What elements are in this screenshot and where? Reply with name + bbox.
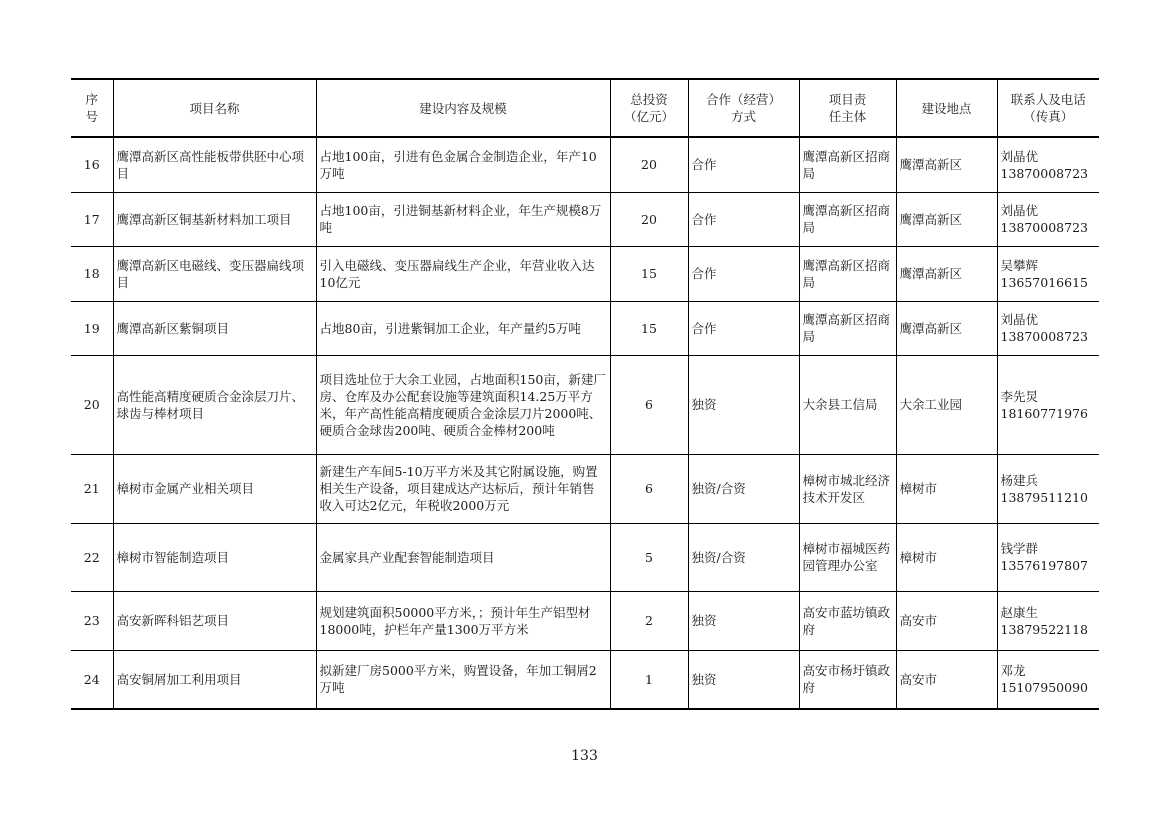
header-mode-line: 合作（经营） [705, 92, 781, 107]
header-location [896, 79, 997, 137]
content-cell: 占地100亩，引进铜基新材料企业，年生产规模8万吨 [316, 192, 610, 246]
row-number: 16 [71, 137, 113, 192]
location-cell: 樟树市 [896, 523, 997, 591]
location-cell: 鹰潭高新区 [896, 192, 997, 246]
table-row [71, 137, 1099, 192]
owner-cell: 大余县工信局 [799, 355, 896, 454]
contact-cell [997, 454, 1099, 523]
mode-cell: 合作 [688, 137, 799, 192]
row-number: 22 [71, 523, 113, 591]
header-investment-line: （亿元） [623, 109, 674, 124]
mode-cell: 独资 [688, 355, 799, 454]
project-table [71, 78, 1099, 710]
header-location-line: 建设地点 [921, 100, 972, 116]
mode-cell: 合作 [688, 246, 799, 301]
table-header-row [71, 79, 1099, 137]
mode-cell: 独资/合资 [688, 454, 799, 523]
header-owner-line: 任主体 [828, 109, 867, 124]
contact-name: 吴攀辉 [1000, 257, 1039, 273]
header-mode-line: 方式 [730, 109, 756, 124]
row-number: 17 [71, 192, 113, 246]
investment-cell: 15 [610, 301, 688, 355]
project-name-cell: 鹰潭高新区紫铜项目 [113, 301, 316, 355]
content-cell: 金属家具产业配套智能制造项目 [316, 523, 610, 591]
contact-name: 杨建兵 [1000, 472, 1039, 488]
row-number: 23 [71, 591, 113, 650]
content-cell: 拟新建厂房5000平方米，购置设备，年加工铜屑2万吨 [316, 650, 610, 709]
owner-cell: 鹰潭高新区招商局 [799, 192, 896, 246]
header-content-line: 建设内容及规模 [419, 100, 507, 116]
table-body [71, 137, 1099, 709]
owner-cell: 高安市蓝坊镇政府 [799, 591, 896, 650]
contact-name: 邓龙 [1000, 663, 1026, 679]
project-name-cell: 高安铜屑加工利用项目 [113, 650, 316, 709]
header-owner-line: 项目责 [828, 92, 867, 107]
project-name-cell: 樟树市智能制造项目 [113, 523, 316, 591]
content-cell: 占地100亩，引进有色金属合金制造企业，年产10万吨 [316, 137, 610, 192]
contact-phone: 13870008723 [1000, 220, 1088, 235]
contact-phone: 13576197807 [1000, 558, 1088, 573]
contact-name: 刘晶优 [1000, 148, 1039, 164]
investment-cell: 20 [610, 137, 688, 192]
project-name-cell: 鹰潭高新区电磁线、变压器扁线项目 [113, 246, 316, 301]
table-row [71, 650, 1099, 709]
owner-cell: 鹰潭高新区招商局 [799, 137, 896, 192]
content-cell: 新建生产车间5-10万平方米及其它附属设施，购置相关生产设备，项目建成达产达标后，预计年销售收入可达2亿元，年税收2000万元 [316, 454, 610, 523]
contact-phone: 13870008723 [1000, 165, 1088, 181]
project-name-cell: 高性能高精度硬质合金涂层刀片、球齿与棒材项目 [113, 355, 316, 454]
page-number: 133 [571, 748, 598, 764]
table-row [71, 591, 1099, 650]
project-name-cell: 高安新晖科铝艺项目 [113, 591, 316, 650]
row-number: 18 [71, 246, 113, 301]
content-cell: 引入电磁线、变压器扁线生产企业，年营业收入达10亿元 [316, 246, 610, 301]
mode-cell: 独资 [688, 591, 799, 650]
mode-cell: 合作 [688, 301, 799, 355]
contact-name: 刘晶优 [1000, 203, 1039, 218]
header-no-line: 序 [85, 92, 98, 107]
owner-cell: 鹰潭高新区招商局 [799, 246, 896, 301]
investment-cell: 1 [610, 650, 688, 709]
row-number: 24 [71, 650, 113, 709]
contact-phone: 13870008723 [1000, 329, 1088, 344]
contact-cell [997, 591, 1099, 650]
owner-cell: 鹰潭高新区招商局 [799, 301, 896, 355]
investment-cell: 6 [610, 454, 688, 523]
location-cell: 高安市 [896, 591, 997, 650]
contact-cell [997, 246, 1099, 301]
contact-phone: 13879511210 [1000, 489, 1088, 505]
investment-cell: 6 [610, 355, 688, 454]
project-name-cell: 鹰潭高新区高性能板带供胚中心项目 [113, 137, 316, 192]
header-no-line: 号 [85, 109, 98, 124]
investment-cell: 20 [610, 192, 688, 246]
contact-name: 钱学群 [1000, 541, 1039, 556]
content-cell: 项目选址位于大余工业园，占地面积150亩，新建厂房、仓库及办公配套设施等建筑面积14.25万平方米，年产高性能高精度硬质合金涂层刀片2000吨、硬质合金球齿200吨、硬质合金棒材200吨 [316, 355, 610, 454]
table-row [71, 301, 1099, 355]
contact-cell [997, 355, 1099, 454]
contact-name: 刘晶优 [1000, 312, 1039, 327]
table-row [71, 192, 1099, 246]
content-cell: 规划建筑面积50000平方米，；预计年生产铝型材18000吨，护栏年产量1300万平方米 [316, 591, 610, 650]
location-cell: 鹰潭高新区 [896, 301, 997, 355]
header-contact-line: （传真） [1023, 109, 1074, 124]
contact-cell [997, 137, 1099, 192]
header-content [316, 79, 610, 137]
contact-cell [997, 301, 1099, 355]
content-cell: 占地80亩，引进紫铜加工企业，年产量约5万吨 [316, 301, 610, 355]
header-contact [997, 79, 1099, 137]
contact-name: 李先炅 [1000, 388, 1039, 404]
location-cell: 鹰潭高新区 [896, 246, 997, 301]
row-number: 21 [71, 454, 113, 523]
contact-cell [997, 523, 1099, 591]
table-row [71, 246, 1099, 301]
mode-cell: 独资 [688, 650, 799, 709]
contact-phone: 13879522118 [1000, 621, 1088, 637]
investment-cell: 2 [610, 591, 688, 650]
project-name-cell: 樟树市金属产业相关项目 [113, 454, 316, 523]
location-cell: 樟树市 [896, 454, 997, 523]
contact-cell [997, 192, 1099, 246]
owner-cell: 樟树市福城医药园管理办公室 [799, 523, 896, 591]
contact-phone: 13657016615 [1000, 274, 1088, 290]
owner-cell: 高安市杨圩镇政府 [799, 650, 896, 709]
table-row [71, 355, 1099, 454]
header-contact-line: 联系人及电话 [1010, 92, 1086, 107]
header-no [71, 79, 113, 137]
row-number: 19 [71, 301, 113, 355]
location-cell: 鹰潭高新区 [896, 137, 997, 192]
table-row [71, 454, 1099, 523]
header-mode [688, 79, 799, 137]
header-project-name-line: 项目名称 [189, 100, 240, 116]
mode-cell: 独资/合资 [688, 523, 799, 591]
row-number: 20 [71, 355, 113, 454]
investment-cell: 15 [610, 246, 688, 301]
location-cell: 大余工业园 [896, 355, 997, 454]
table-row [71, 523, 1099, 591]
investment-cell: 5 [610, 523, 688, 591]
contact-cell [997, 650, 1099, 709]
header-owner [799, 79, 896, 137]
contact-name: 赵康生 [1000, 604, 1039, 620]
header-investment-line: 总投资 [630, 92, 668, 107]
mode-cell: 合作 [688, 192, 799, 246]
contact-phone: 18160771976 [1000, 405, 1088, 421]
owner-cell: 樟树市城北经济技术开发区 [799, 454, 896, 523]
header-investment [610, 79, 688, 137]
location-cell: 高安市 [896, 650, 997, 709]
contact-phone: 15107950090 [1000, 680, 1088, 696]
header-project-name [113, 79, 316, 137]
project-name-cell: 鹰潭高新区铜基新材料加工项目 [113, 192, 316, 246]
